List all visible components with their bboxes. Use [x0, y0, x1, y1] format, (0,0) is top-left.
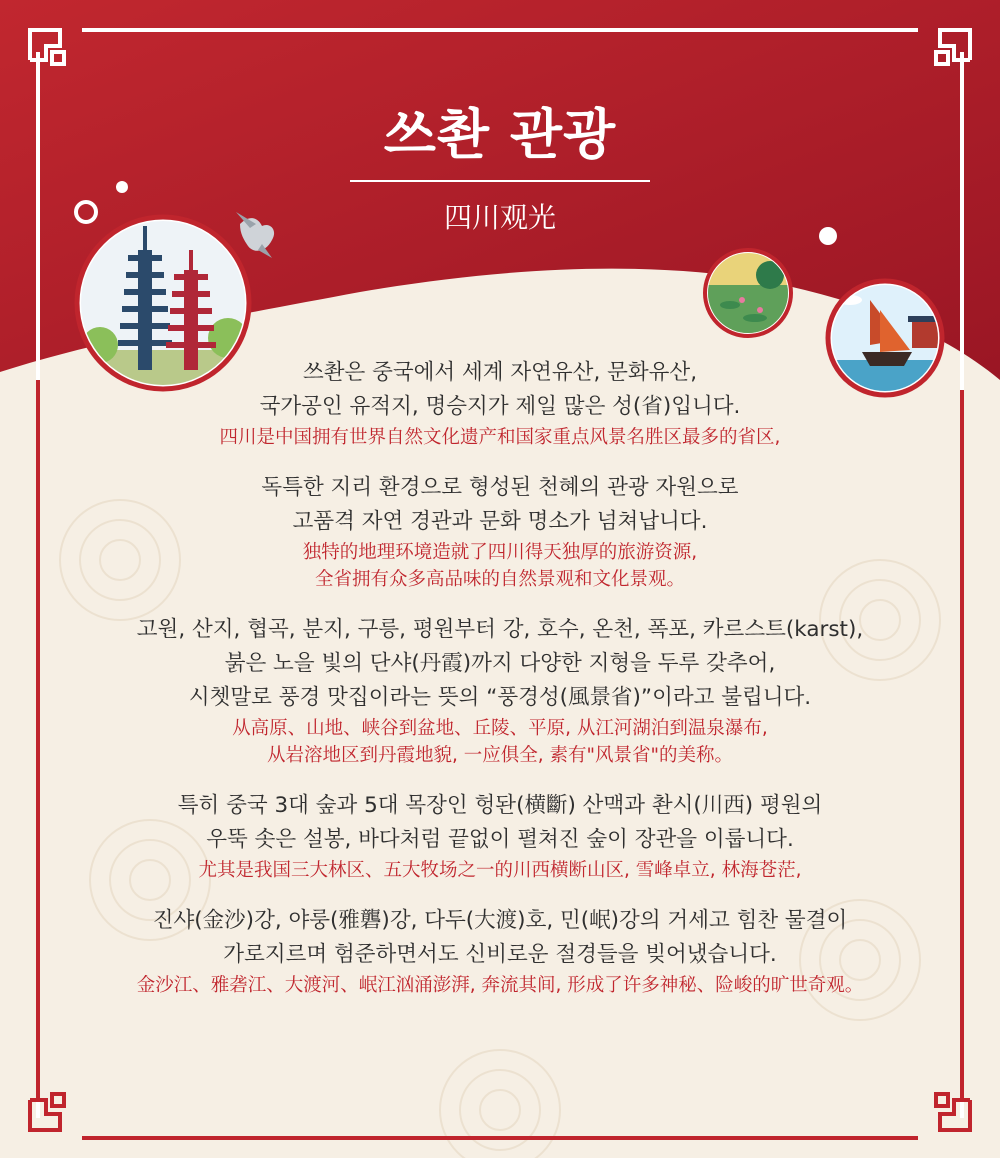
korean-line: 쓰촨은 중국에서 세계 자연유산, 문화유산, [302, 360, 698, 385]
chinese-line: 四川是中国拥有世界自然文化遗产和国家重点风景名胜区最多的省区, [219, 427, 781, 448]
title-divider [350, 180, 650, 182]
paragraph [40, 904, 960, 999]
korean-line: 우뚝 솟은 설봉, 바다처럼 끝없이 펼쳐진 숲이 장관을 이룹니다. [206, 827, 794, 852]
korean-line: 고원, 산지, 협곡, 분지, 구릉, 평원부터 강, 호수, 온천, 폭포, 카르스트(karst), [136, 617, 864, 642]
page-subtitle: 四川观光 [443, 201, 556, 234]
korean-line: 붉은 노을 빛의 단샤(丹霞)까지 다양한 지형을 두루 갖추어, [224, 651, 776, 676]
chinese-line: 从岩溶地区到丹霞地貌, 一应俱全, 素有"风景省"的美称。 [266, 745, 734, 766]
korean-line: 시쳇말로 풍경 맛집이라는 뜻의 “풍경성(風景省)”이라고 불립니다. [188, 685, 812, 710]
paragraph [40, 471, 960, 593]
corner-ornament-icon [30, 1094, 970, 1130]
chinese-line: 独特的地理环境造就了四川得天独厚的旅游资源, [302, 542, 698, 563]
chinese-line: 从高原、山地、峡谷到盆地、丘陵、平原, 从江河湖泊到温泉瀑布, [232, 718, 768, 739]
korean-line: 국가공인 유적지, 명승지가 제일 많은 성(省)입니다. [259, 394, 741, 419]
korean-line: 독특한 지리 환경으로 형성된 천혜의 관광 자원으로 [261, 475, 739, 500]
korean-line: 특히 중국 3대 숲과 5대 목장인 헝돤(横斷) 산맥과 촨시(川西) 평원의 [177, 793, 823, 818]
content-body [40, 356, 960, 1019]
korean-line: 가로지르며 험준하면서도 신비로운 절경들을 빚어냈습니다. [223, 942, 777, 967]
korean-line: 진샤(金沙)강, 야룽(雅礱)강, 다두(大渡)호, 민(岷)강의 거세고 힘찬 물결이 [152, 908, 848, 933]
page-title: 쓰촨 관광 [383, 103, 617, 166]
deco-dot [116, 181, 128, 193]
paragraph [40, 789, 960, 884]
paragraph [40, 613, 960, 769]
paragraph [40, 356, 960, 451]
chinese-line: 全省拥有众多高品味的自然景观和文化景观。 [314, 569, 685, 590]
chinese-line: 金沙江、雅砻江、大渡河、岷江汹涌澎湃, 奔流其间, 形成了许多神秘、险峻的旷世奇观。 [136, 975, 864, 996]
korean-line: 고품격 자연 경관과 문화 명소가 넘쳐납니다. [292, 509, 708, 534]
chinese-line: 尤其是我国三大林区、五大牧场之一的川西横断山区, 雪峰卓立, 林海苍茫, [198, 860, 802, 881]
